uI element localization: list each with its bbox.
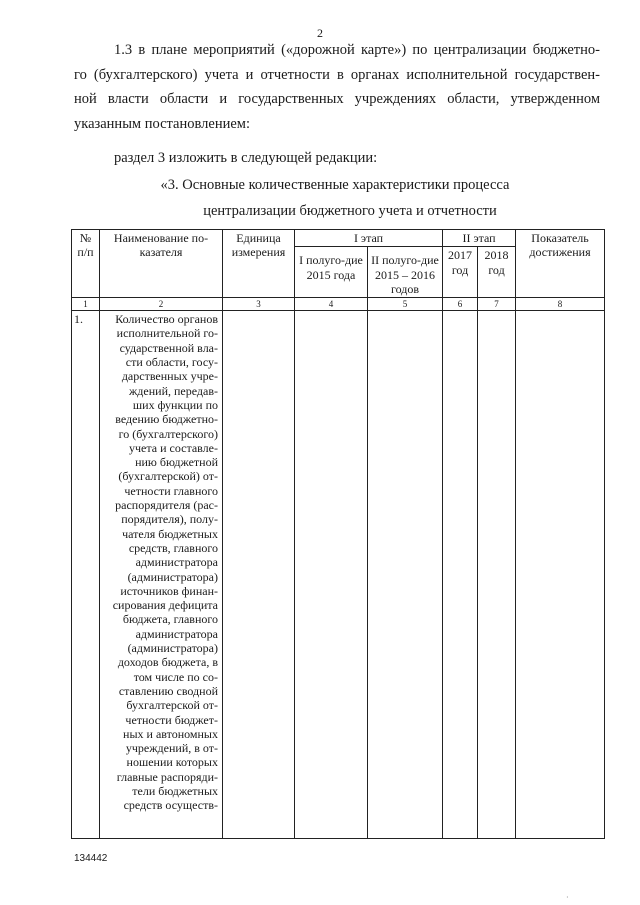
description-line: (администратора): [127, 569, 218, 584]
header-stage1-half1: I полуго-дие 2015 года: [295, 247, 368, 298]
description-line: го (бухгалтерского): [118, 426, 218, 441]
scan-mark: ·: [566, 893, 569, 902]
description-line: тели бюджетных: [132, 783, 218, 798]
description-line: чателя бюджетных: [122, 526, 218, 541]
description-line: ждений, передав-: [129, 383, 218, 398]
description-line: Количество органов: [115, 312, 218, 327]
description-line: том числе по со-: [133, 669, 218, 684]
table-row: [72, 311, 605, 839]
page-number: 2: [317, 26, 323, 40]
description-line: учета и составле-: [129, 440, 218, 455]
table-header-row: [72, 230, 605, 247]
paragraph-line: 1.3 в плане мероприятий («дорожной карте») по централизации бюджетно-: [114, 42, 600, 58]
paragraph-line: ной власти области и государственных учреждениях области, утвержденном: [74, 91, 600, 107]
column-number: 1: [72, 298, 100, 311]
header-stage1-half2: II полуго-дие 2015 – 2016 годов: [368, 247, 443, 298]
row-description: [100, 311, 223, 839]
paragraph-section-intro: [74, 146, 600, 171]
description-line: администратора: [135, 626, 218, 641]
description-line: порядителя), полу-: [121, 512, 218, 527]
description-line: доходов бюджета, в: [117, 655, 218, 670]
description-line: ных и автономных: [123, 726, 218, 741]
description-line: средств, главного: [128, 540, 218, 555]
paragraph-line: раздел 3 изложить в следующей редакции:: [114, 150, 378, 166]
description-line: ведению бюджетно-: [115, 412, 218, 427]
header-num: № п/п: [72, 230, 100, 298]
description-line: учреждений, в от-: [125, 741, 218, 756]
description-line: источников финан-: [120, 583, 218, 598]
column-number-row: [72, 298, 605, 311]
row-unit-cell: [223, 311, 295, 839]
description-line: распорядителя (рас-: [115, 498, 218, 513]
description-line: ших функции по: [132, 397, 218, 412]
column-number: 7: [478, 298, 516, 311]
description-line: сударственной вла-: [119, 340, 218, 355]
column-number: 2: [100, 298, 223, 311]
characteristics-table: [71, 229, 605, 839]
column-number: 3: [223, 298, 295, 311]
paragraph-line: указанным постановлением:: [74, 115, 250, 132]
header-name: Наименование по-казателя: [100, 230, 223, 298]
paragraph-amendment: [74, 38, 600, 136]
description-line: (администратора): [127, 641, 218, 656]
row-2017-cell: [443, 311, 478, 839]
description-line: четности бюджет-: [125, 712, 218, 727]
column-number: 4: [295, 298, 368, 311]
description-line: ношении которых: [126, 755, 218, 770]
section-title-line-2: централизации бюджетного учета и отчетности: [203, 203, 497, 219]
description-line: средств осуществ-: [123, 798, 218, 813]
header-indicator: Показатель достижения: [516, 230, 605, 298]
header-stage-2: II этап: [443, 230, 516, 247]
row-2018-cell: [478, 311, 516, 839]
section-title-line-1: «3. Основные количественные характеристики процесса: [160, 177, 510, 193]
description-line: нию бюджетной: [135, 455, 218, 470]
column-number: 8: [516, 298, 605, 311]
row-indicator-cell: [516, 311, 605, 839]
row-number: 1.: [72, 311, 100, 839]
description-line: администратора: [135, 555, 218, 570]
paragraph-line: го (бухгалтерского) учета и отчетности в органах исполнительной государствен-: [74, 66, 600, 83]
description-line: сти области, госу-: [125, 355, 218, 370]
column-number: 5: [368, 298, 443, 311]
description-line: бухгалтерской от-: [126, 698, 218, 713]
description-line: дарственных учре-: [121, 369, 218, 384]
row-stage1-half1-cell: [295, 311, 368, 839]
document-code: 134442: [74, 853, 108, 864]
description-line: сирования дефицита: [112, 598, 218, 613]
header-unit: Единица измерения: [223, 230, 295, 298]
description-line: (бухгалтерской) от-: [118, 469, 218, 484]
description-line: бюджета, главного: [122, 612, 218, 627]
description-line: ставлению сводной: [118, 683, 218, 698]
description-line: главные распоряди-: [116, 769, 218, 784]
header-stage2-year1: 2017 год: [443, 247, 478, 298]
row-stage1-half2-cell: [368, 311, 443, 839]
description-line: четности главного: [124, 483, 218, 498]
column-number: 6: [443, 298, 478, 311]
header-stage2-year2: 2018 год: [478, 247, 516, 298]
header-stage-1: I этап: [295, 230, 443, 247]
description-line: исполнительной го-: [116, 326, 218, 341]
